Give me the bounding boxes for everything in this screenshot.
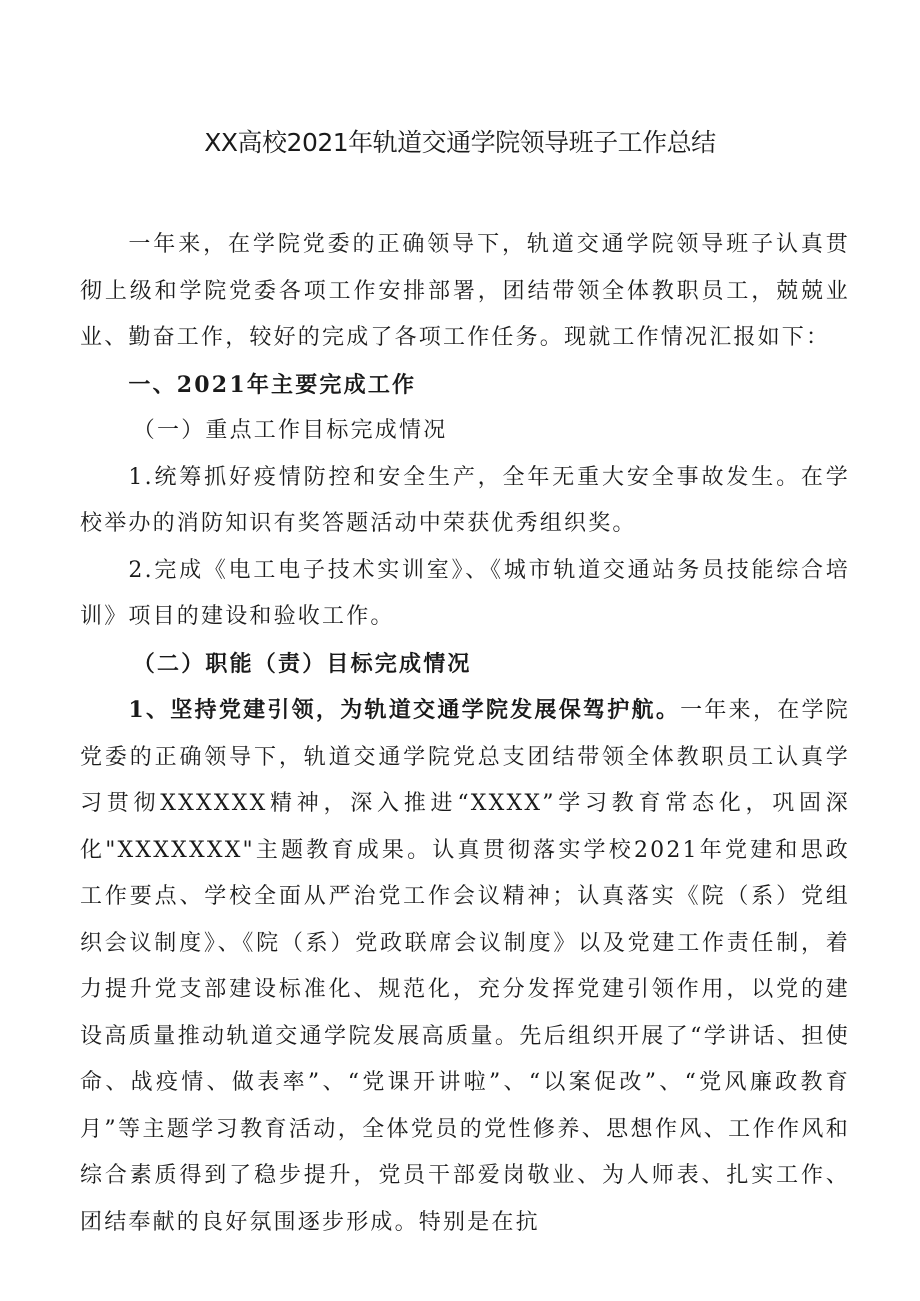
- list-item-1: 1.统筹抓好疫情防控和安全生产，全年无重大安全事故发生。在学校举办的消防知识有奖答题活动中荣获优秀组织奖。: [80, 464, 850, 536]
- list-item-2: 2.完成《电工电子技术实训室》、《城市轨道交通站务员技能综合培训》项目的建设和验收工作。: [80, 557, 850, 629]
- section-heading: 一、2021年主要完成工作: [128, 371, 417, 398]
- document-title: XX高校2021年轨道交通学院领导班子工作总结: [204, 128, 716, 157]
- subsection-heading-1: （一）重点工作目标完成情况: [132, 418, 448, 443]
- body-paragraph: [80, 687, 850, 1246]
- paragraph-text: 一年来，在学院党委的正确领导下，轨道交通学院党总支团结带领全体教职员工认真学习贯彻XXXXXX精神，深入推进“XXXX”学习教育常态化，巩固深化"XXXXXXX"主题教育成果。认真贯彻落实学校2021年党建和思政工作要点、学校全面从严治党工作会议精神；认真落实《院（系）党组织会议制度》、《院（系）党政联席会议制度》以及党建工作责任制，着力提升党支部建设标准化、规范化，充分发挥党建引领作用，以党的建设高质量推动轨道交通学院发展高质量。先后组织开展了“学讲话、担使命、战疫情、做表率”、“党课开讲啦”、“以案促改”、“党风廉政教育月”等主题学习教育活动，全体党员的党性修养、思想作风、工作作风和综合素质得到了稳步提升，党员干部爱岗敬业、为人师表、扎实工作、团结奉献的良好氛围逐步形成。特别是在抗: [80, 698, 850, 1235]
- subsection-heading-2: （二）职能（责）目标完成情况: [132, 650, 472, 677]
- document-body: [80, 222, 850, 1246]
- paragraph-lead: 1、坚持党建引领，为轨道交通学院发展保驾护航。: [128, 697, 681, 723]
- intro-paragraph: 一年来，在学院党委的正确领导下，轨道交通学院领导班子认真贯彻上级和学院党委各项工作安排部署，团结带领全体教职员工，兢兢业业、勤奋工作，较好的完成了各项工作任务。现就工作情况汇报如下：: [80, 232, 850, 350]
